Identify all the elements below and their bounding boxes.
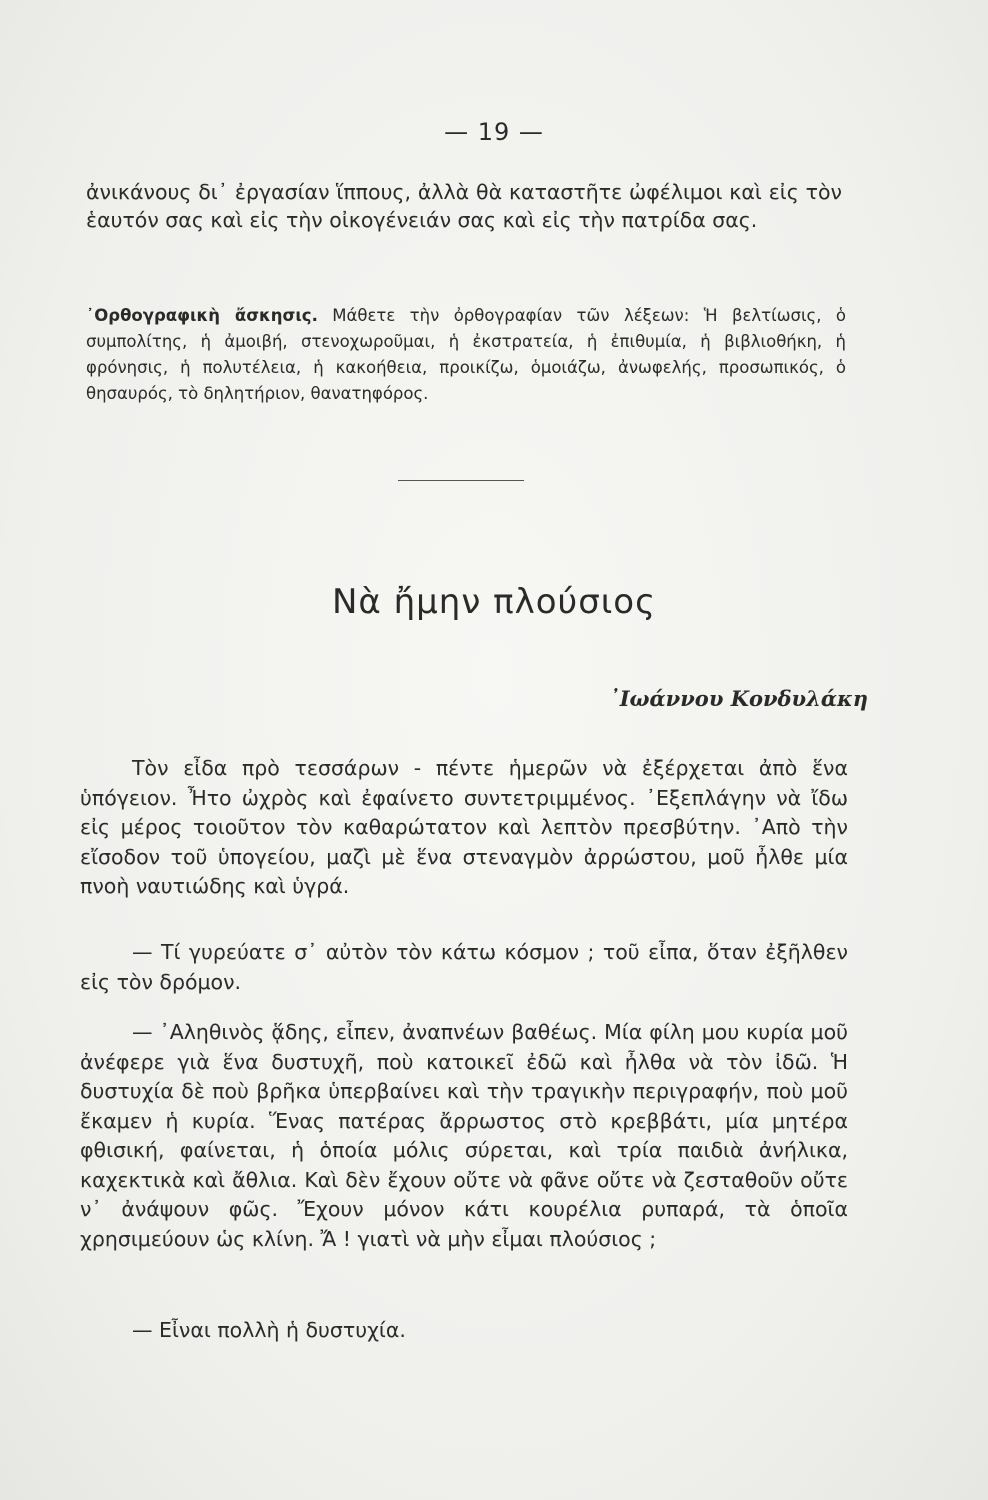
story-author: ᾿Ιωάννου Κονδυλάκη [609, 686, 868, 711]
page-number: — 19 — [444, 118, 544, 146]
section-divider [398, 480, 524, 481]
story-title: Νὰ ἤμην πλούσιος [331, 582, 657, 622]
story-paragraph: Τὸν εἶδα πρὸ τεσσάρων - πέντε ἡμερῶν νὰ ἐξέρχεται ἀπὸ ἕνα ὑπόγειον. Ἦτο ὠχρὸς καὶ ἐφαίνετο συντετριμμένος. ᾿Εξεπλάγην νὰ ἴδω εἰς μέρος τοιοῦτον τὸν καθαρώτατον καὶ λεπτὸν πρεσβύτην. ᾿Απὸ τὴν εἴσοδον τοῦ ὑπογείου, μαζὶ μὲ ἕνα στεναγμὸν ἀρρώστου, μοῦ ἦλθε μία πνοὴ ναυτιώδης καὶ ὑγρά. [80, 756, 848, 898]
story-paragraph: — ᾿Αληθινὸς ᾅδης, εἶπεν, ἀναπνέων βαθέως. Μία φίλη μου κυρία μοῦ ἀνέφερε γιὰ ἕνα δυστυχῆ, ποὺ κατοικεῖ ἐδῶ καὶ ἦλθα νὰ τὸν ἰδῶ. Ἡ δυστυχία δὲ ποὺ βρῆκα ὑπερβαίνει καὶ τὴν τραγικὴν περιγραφήν, ποὺ μοῦ ἔκαμεν ἡ κυρία. Ἕνας πατέρας ἄρρωστος στὸ κρεββάτι, μία μητέρα φθισική, φαίνεται, ἡ ὁποία μόλις σύρεται, καὶ τρία παιδιὰ ἀνήλικα, καχεκτικὰ καὶ ἄθλια. Καὶ δὲν ἔχουν οὔτε νὰ φᾶνε οὔτε νὰ ζεσταθοῦν οὔτε ν᾿ ἀνάψουν φῶς. Ἔχουν μόνον κάτι κουρέλια ρυπαρά, τὰ ὁποῖα χρησιμεύουν ὡς κλίνη. Ἄ ! γιατὶ νὰ μὴν εἶμαι πλούσιος ; [80, 1020, 848, 1251]
spelling-exercise [86, 303, 846, 407]
exercise-label: ᾿Ορθογραφικὴ ἄσκησις. [86, 306, 318, 325]
exercise-text: Μάθετε τὴν ὀρθογραφίαν τῶν λέξεων: Ἡ βελτίωσις, ὁ συμπολίτης, ἡ ἀμοιβή, στενοχωροῦμαι, ἡ ἐκστρατεία, ἡ ἐπιθυμία, ἡ βιβλιοθήκη, ἡ φρόνησις, ἡ πολυτέλεια, ἡ κακοήθεια, προικίζω, ὁμοιάζω, ἀνωφελής, προσωπικός, ὁ θησαυρός, τὸ δηλητήριον, θανατηφόρος. [86, 306, 846, 403]
intro-paragraph: ἀνικάνους δι᾿ ἐργασίαν ἵππους, ἀλλὰ θὰ καταστῆτε ὠφέλιμοι καὶ εἰς τὸν ἑαυτόν σας καὶ εἰς τὴν οἰκογένειάν σας καὶ εἰς τὴν πατρίδα σας. [86, 180, 842, 232]
story-paragraph: — Τί γυρεύατε σ᾿ αὐτὸν τὸν κάτω κόσμον ; τοῦ εἶπα, ὅταν ἐξῆλθεν εἰς τὸν δρόμον. [80, 940, 848, 994]
story-paragraph: — Εἶναι πολλὴ ἡ δυστυχία. [132, 1318, 406, 1342]
